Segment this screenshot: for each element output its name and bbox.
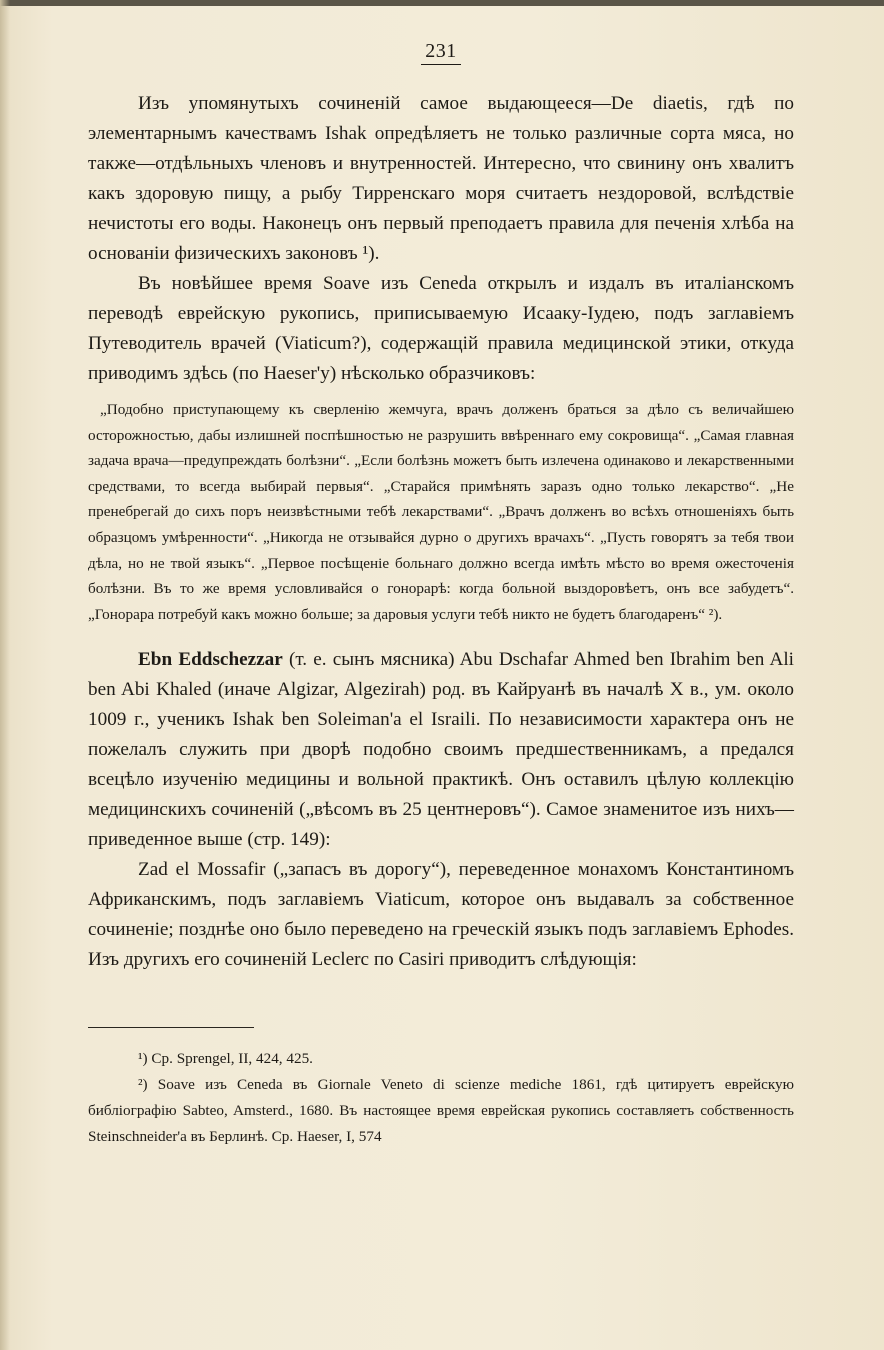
footnote-divider [88, 1027, 254, 1028]
paragraph-zad-el-mossafir: Zad el Mossafir („запасъ въ дорогу“), переведенное монахомъ Константиномъ Африканскимъ, подъ заглавіемъ Viaticum, которое онъ выдавалъ за собственное сочиненіе; позднѣе оно было переведено на греческій языкъ подъ заглавіемъ Ephodes. Изъ другихъ его сочиненій Leclerc по Casiri приводитъ слѣдующія: [88, 859, 794, 971]
footnote-2: ²) Soave изъ Ceneda въ Giornale Veneto di scienze mediche 1861, гдѣ цитируетъ еврейскую библіографію Sabteo, Amsterd., 1680. Въ настоящее время еврейская рукопись составляетъ собственность Steinschneider'a въ Берлинѣ. Cp. Haeser, I, 574 [88, 1076, 794, 1146]
entry-heading: Ebn Eddschezzar [138, 649, 283, 671]
entry-text: (т. е. сынъ мясника) Abu Dschafar Ahmed ben Ibrahim ben Ali ben Abi Khaled (иначе Algizar, Algezirah) род. въ Кайруанѣ въ началѣ X в., ум. около 1009 г., ученикъ Ishak ben Soleiman'a el Israili. По независимости характера онъ не пожелалъ служить при дворѣ подобно своимъ предшественникамъ, а предался всецѣло изученію медицины и вольной практикѣ. Онъ оставилъ цѣлую коллекцію медицинскихъ сочиненій („вѣсомъ въ 25 центнеровъ“). Самое знаменитое изъ нихъ—приведенное выше (стр. 149): [88, 649, 794, 851]
page-number [88, 40, 794, 65]
page-number-text: 231 [421, 40, 461, 65]
page-top-edge [0, 0, 884, 6]
paragraph-de-diaetis: Изъ упомянутыхъ сочиненій самое выдающееся—De diaetis, гдѣ по элементарнымъ качествамъ Ishak опредѣляетъ не только различные сорта мяса, но также—отдѣльныхъ членовъ и внутренностей. Интересно, что свинину онъ хвалитъ какъ здоровую пищу, а рыбу Тирренскаго моря считаетъ нездоровой, вслѣдствіе нечистоты его воды. Наконецъ онъ первый преподаетъ правила для печенія хлѣба на основаніи физическихъ законовъ ¹). [88, 93, 794, 264]
page-content [88, 40, 794, 1150]
quote-block-medical-ethics: „Подобно приступающему къ сверленію жемчуга, врачъ долженъ браться за дѣло съ величайшею осторожностью, дабы излишней поспѣшностью не разрушить ввѣреннаго ему сокровища“. „Самая главная задача врача—предупреждать болѣзни“. „Если болѣзнь можетъ быть излечена одинаково и лекарственными средствами, то всегда выбирай первыя“. „Старайся примѣнять заразъ одно только лекарство“. „Не пренебрегай до сихъ поръ неизвѣстными тебѣ лекарствами“. „Врачъ долженъ во всѣхъ отношеніяхъ быть образцомъ умѣренности“. „Никогда не отзывайся дурно о другихъ врачахъ“. „Пусть говорятъ за тебя твои дѣла, но не твой языкъ“. „Первое посѣщеніе больнаго должно всегда имѣть мѣсто во время ожесточенія болѣзни. Въ то же время условливайся о гонорарѣ: когда больной выздоровѣетъ, онъ все забудетъ“. „Гонорара потребуй какъ можно больше; за даровыя услуги тебѣ никто не будетъ благодаренъ“ ²). [88, 401, 794, 623]
paragraph-gap [88, 627, 794, 645]
paragraph-ebn-eddschezzar [88, 645, 794, 855]
paragraph-soave: Въ новѣйшее время Soave изъ Ceneda открылъ и издалъ въ италіанскомъ переводѣ еврейскую рукопись, приписываемую Исааку-Іудею, подъ заглавіемъ Путеводитель врачей (Viaticum?), содержащій правила медицинской этики, откуда приводимъ здѣсь (по Haeser'у) нѣсколько образчиковъ: [88, 273, 794, 384]
page-binding-edge [0, 0, 10, 1350]
footnote-1: ¹) Cp. Sprengel, II, 424, 425. [138, 1050, 313, 1068]
